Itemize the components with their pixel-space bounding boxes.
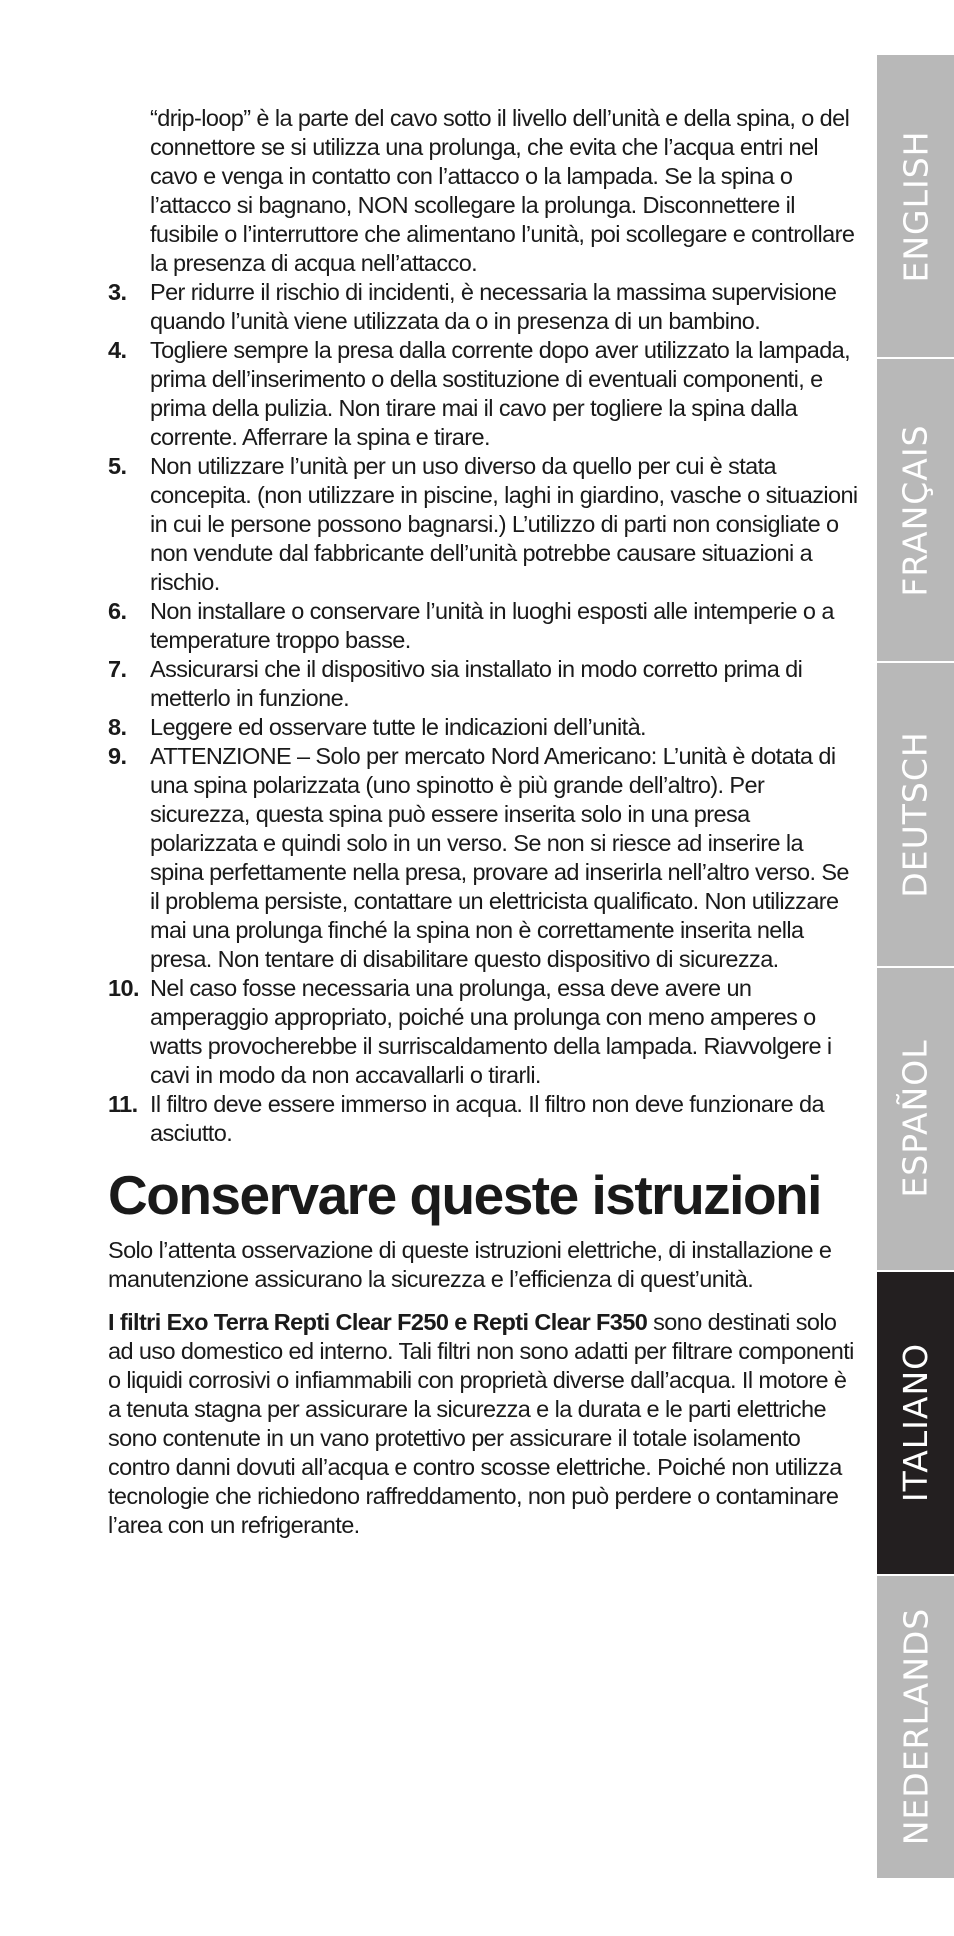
list-item <box>108 336 858 452</box>
item-text: Non installare o conservare l’unità in luoghi esposti alle intemperie o a temperature troppo basse. <box>150 598 834 653</box>
list-item <box>108 597 858 655</box>
tab-deutsch[interactable] <box>877 663 954 967</box>
tab-label: NEDERLANDS <box>896 1608 935 1846</box>
item-text: Per ridurre il rischio di incidenti, è necessaria la massima supervisione quando l’unità viene utilizzata da o in presenza di un bambino. <box>150 279 837 334</box>
tab-label: ENGLISH <box>896 130 935 283</box>
item-number: 6. <box>108 598 127 624</box>
safety-list <box>108 278 858 1148</box>
list-item <box>108 1090 858 1148</box>
tab-nederlands[interactable] <box>877 1576 954 1878</box>
tab-francais[interactable] <box>877 359 954 663</box>
item-text: ATTENZIONE – Solo per mercato Nord Americano: L’unità è dotata di una spina polarizzata (uno spinotto è più grande dell’altro). Per sicurezza, questa spina può essere inserita solo in una presa polarizzata e quindi solo in un verso. Se non si riesce ad inserire la spina perfettamente nella presa, provare ad inserirla nell’altro verso. Se il problema persiste, contattare un elettricista qualificato. Non utilizzare mai una prolunga finché la spina non è correttamente inserita nella presa. Non tentare di disabilitare questo dispositivo di sicurezza. <box>150 743 849 972</box>
list-item <box>108 742 858 974</box>
list-item <box>108 655 858 713</box>
document-content <box>108 104 858 1540</box>
list-item <box>108 974 858 1090</box>
item-text: Nel caso fosse necessaria una prolunga, essa deve avere un amperaggio appropriato, poiché una prolunga con meno amperes o watts provocherebbe il surriscaldamento della lampada. Riavvolgere i cavi in modo da non accavallarli o tirarli. <box>150 975 832 1088</box>
tab-label: ESPAÑOL <box>896 1039 935 1198</box>
paragraph-safety: Solo l’attenta osservazione di queste istruzioni elettriche, di installazione e manutenzione assicurano la sicurezza e l’efficienza di quest’unità. <box>108 1237 832 1292</box>
product-name: I filtri Exo Terra Repti Clear F250 e Repti Clear F350 <box>108 1309 648 1335</box>
item-text: Assicurarsi che il dispositivo sia installato in modo corretto prima di metterlo in funzione. <box>150 656 803 711</box>
tab-label: ITALIANO <box>896 1343 936 1503</box>
item-number: 8. <box>108 714 127 740</box>
item-text: Non utilizzare l’unità per un uso diverso da quello per cui è stata concepita. (non utilizzare in piscine, laghi in giardino, vasche o situazioni in cui le persone possono bagnarsi.) L’utilizzo di parti non consigliate o non vendute dal fabbricante dell’unità potrebbe causare situazioni a rischio. <box>150 453 858 595</box>
language-tabs <box>877 55 954 1878</box>
spacer <box>108 1294 858 1308</box>
item-number: 7. <box>108 656 127 682</box>
tab-label: DEUTSCH <box>896 731 936 898</box>
item-number: 9. <box>108 743 127 769</box>
item-text: Togliere sempre la presa dalla corrente dopo aver utilizzato la lampada, prima dell’inserimento o della sostituzione di eventuali componenti, e prima della pulizia. Non tirare mai il cavo per togliere la spina dalla corrente. Afferrare la spina e tirare. <box>150 337 851 450</box>
list-item <box>108 278 858 336</box>
item-number: 11. <box>108 1091 138 1117</box>
item-text: Leggere ed osservare tutte le indicazioni dell’unità. <box>150 714 646 740</box>
section-title: Conservare queste istruzioni <box>108 1164 821 1226</box>
tab-english[interactable] <box>877 55 954 359</box>
paragraph-product <box>108 1308 858 1540</box>
tab-espanol[interactable] <box>877 968 954 1272</box>
item-text: Il filtro deve essere immerso in acqua. Il filtro non deve funzionare da asciutto. <box>150 1091 824 1146</box>
item-number: 5. <box>108 453 127 479</box>
list-item <box>108 713 858 742</box>
item-number: 10. <box>108 975 139 1001</box>
intro-continuation: “drip-loop” è la parte del cavo sotto il livello dell’unità e della spina, o del connettore se si utilizza una prolunga, che evita che l’acqua entri nel cavo e venga in contatto con l’attacco o la lampada. Se la spina o l’attacco si bagnano, NON scollegare la prolunga. Disconnettere il fusibile o l’interruttore che alimentano l’unità, poi scollegare e controllare la presenza di acqua nell’attacco. <box>150 105 855 276</box>
item-number: 4. <box>108 337 127 363</box>
tab-label: FRANÇAIS <box>896 424 936 597</box>
list-item <box>108 452 858 597</box>
item-number: 3. <box>108 279 127 305</box>
tab-italiano[interactable] <box>877 1272 954 1576</box>
product-description: sono destinati solo ad uso domestico ed interno. Tali filtri non sono adatti per filtrare componenti o liquidi corrosivi o infiammabili con proprietà diverse dall’acqua. Il motore è a tenuta stagna per assicurare la sicurezza e la durata e le parti elettriche sono contenute in un vano protettivo per assicurare il totale isolamento contro danni dovuti all’acqua e contro scosse elettriche. Poiché non utilizza tecnologie che richiedono raffreddamento, non può perdere o contaminare l’area con un refrigerante. <box>108 1309 854 1538</box>
